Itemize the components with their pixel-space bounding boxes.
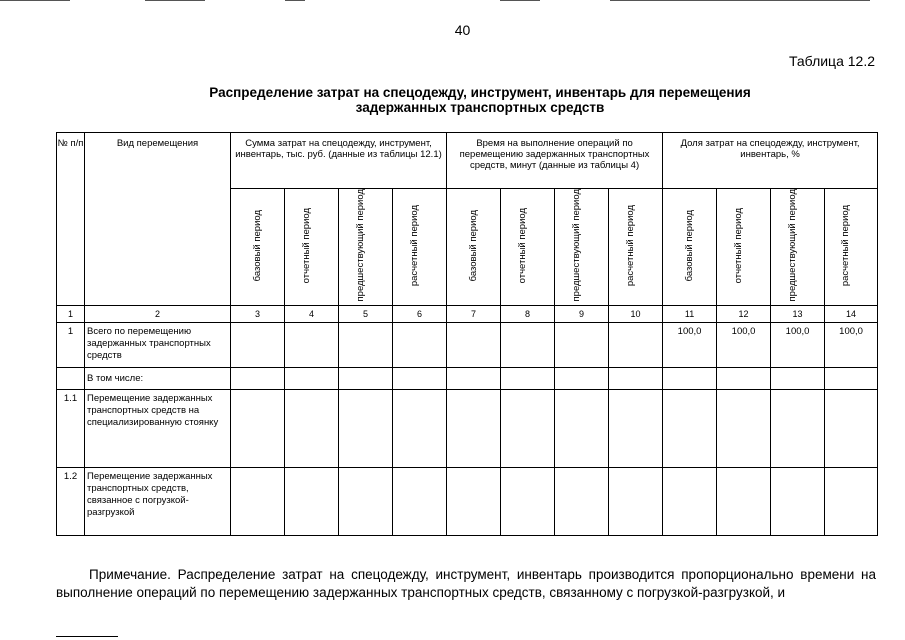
header-kind: Вид перемещения — [85, 133, 231, 306]
header-period-cell — [339, 189, 393, 306]
column-number: 9 — [555, 306, 609, 323]
table-cell — [447, 390, 501, 468]
table-cell — [231, 468, 285, 536]
page-number: 40 — [454, 22, 471, 38]
column-number: 7 — [447, 306, 501, 323]
table-cell — [339, 390, 393, 468]
table-row — [57, 468, 878, 536]
table-cell — [717, 468, 771, 536]
header-period-cell — [663, 189, 717, 306]
table-cell — [501, 390, 555, 468]
table-cell — [393, 323, 447, 368]
column-number: 12 — [717, 306, 771, 323]
table-cell — [447, 368, 501, 390]
table-cell — [447, 323, 501, 368]
column-number: 11 — [663, 306, 717, 323]
row-number: 1.1 — [57, 390, 85, 468]
table-cell — [825, 468, 878, 536]
table-cell — [555, 368, 609, 390]
header-group-share: Доля затрат на спецодежду, инструмент, инвентарь, % — [663, 133, 878, 189]
period-label: отчетный период — [516, 207, 528, 284]
header-period-cell — [447, 189, 501, 306]
period-label: базовый период — [684, 209, 696, 282]
table-cell — [231, 390, 285, 468]
row-name: Перемещение задержанных транспортных средств, связанное с погрузкой-разгрузкой — [85, 468, 231, 536]
header-group-time: Время на выполнение операций по перемещению задержанных транспортных средств, минут (данные из таблицы 4) — [447, 133, 663, 189]
header-period-cell — [771, 189, 825, 306]
table-cell — [609, 368, 663, 390]
header-period-cell — [285, 189, 339, 306]
header-period-cell — [231, 189, 285, 306]
column-number: 3 — [231, 306, 285, 323]
column-number: 2 — [85, 306, 231, 323]
column-number: 6 — [393, 306, 447, 323]
table-cell — [447, 468, 501, 536]
period-label: расчетный период — [408, 204, 420, 287]
table-cell — [555, 468, 609, 536]
footnote-divider — [56, 636, 118, 637]
period-label: расчетный период — [840, 204, 852, 287]
table-cell — [555, 390, 609, 468]
column-number: 8 — [501, 306, 555, 323]
header-period-cell — [393, 189, 447, 306]
header-row-groups — [57, 133, 878, 189]
table-cell — [555, 323, 609, 368]
table-cell — [609, 323, 663, 368]
table-cell — [285, 368, 339, 390]
table-cell — [501, 368, 555, 390]
table-cell: 100,0 — [825, 323, 878, 368]
period-label: базовый период — [468, 209, 480, 282]
header-period-cell — [825, 189, 878, 306]
column-number: 13 — [771, 306, 825, 323]
table-row — [57, 323, 878, 368]
document-title — [150, 85, 810, 115]
table-cell — [825, 368, 878, 390]
table-cell — [285, 468, 339, 536]
row-name: Перемещение задержанных транспортных средств на специализированную стоянку — [85, 390, 231, 468]
period-label: расчетный период — [624, 204, 636, 287]
period-label: предшествующий период — [570, 189, 582, 302]
table-cell — [231, 323, 285, 368]
table-cell — [663, 468, 717, 536]
table-cell — [393, 368, 447, 390]
table-cell — [339, 468, 393, 536]
table-row — [57, 390, 878, 468]
row-number — [57, 368, 85, 390]
header-no: № п/п — [57, 133, 85, 306]
header-period-cell — [501, 189, 555, 306]
table-cell — [771, 468, 825, 536]
table-cell — [717, 368, 771, 390]
table-cell — [393, 468, 447, 536]
title-line-2: задержанных транспортных средств — [355, 100, 605, 115]
header-period-cell — [555, 189, 609, 306]
table-cell — [339, 323, 393, 368]
table-cell — [825, 390, 878, 468]
table-cell — [285, 323, 339, 368]
table-cell: 100,0 — [663, 323, 717, 368]
period-label: отчетный период — [732, 207, 744, 284]
table-cell — [663, 368, 717, 390]
table-cell — [231, 368, 285, 390]
table-cell — [771, 390, 825, 468]
table-cell — [501, 323, 555, 368]
column-number: 5 — [339, 306, 393, 323]
header-period-cell — [609, 189, 663, 306]
period-label: предшествующий период — [786, 189, 798, 302]
top-page-edge — [0, 0, 905, 2]
column-number: 14 — [825, 306, 878, 323]
row-name: В том числе: — [85, 368, 231, 390]
column-number: 10 — [609, 306, 663, 323]
table-cell — [393, 390, 447, 468]
table-cell — [609, 468, 663, 536]
table-label: Таблица 12.2 — [788, 53, 875, 69]
cost-distribution-table — [56, 132, 878, 536]
column-number: 4 — [285, 306, 339, 323]
column-number-row — [57, 306, 878, 323]
table-row — [57, 368, 878, 390]
table-cell — [663, 390, 717, 468]
header-period-cell — [717, 189, 771, 306]
table-cell — [771, 368, 825, 390]
period-label: базовый период — [252, 209, 263, 282]
table-cell — [717, 390, 771, 468]
period-label: отчетный период — [300, 207, 312, 284]
table-note: Примечание. Распределение затрат на спецодежду, инструмент, инвентарь производится пропорционально времени на выполнение операций по перемещению задержанных транспортных средств, связанному с погрузкой-разгрузкой, и — [56, 567, 876, 600]
table-cell — [339, 368, 393, 390]
table-cell — [501, 468, 555, 536]
table-cell — [609, 390, 663, 468]
table-cell — [285, 390, 339, 468]
row-number: 1.2 — [57, 468, 85, 536]
table-cell: 100,0 — [717, 323, 771, 368]
row-number: 1 — [57, 323, 85, 368]
row-name: Всего по перемещению задержанных транспортных средств — [85, 323, 231, 368]
column-number: 1 — [57, 306, 85, 323]
period-label: предшествующий период — [354, 189, 366, 302]
header-group-costs: Сумма затрат на спецодежду, инструмент, инвентарь, тыс. руб. (данные из таблицы 12.1) — [231, 133, 447, 189]
title-line-1: Распределение затрат на спецодежду, инструмент, инвентарь для перемещения — [209, 85, 751, 100]
table-cell: 100,0 — [771, 323, 825, 368]
